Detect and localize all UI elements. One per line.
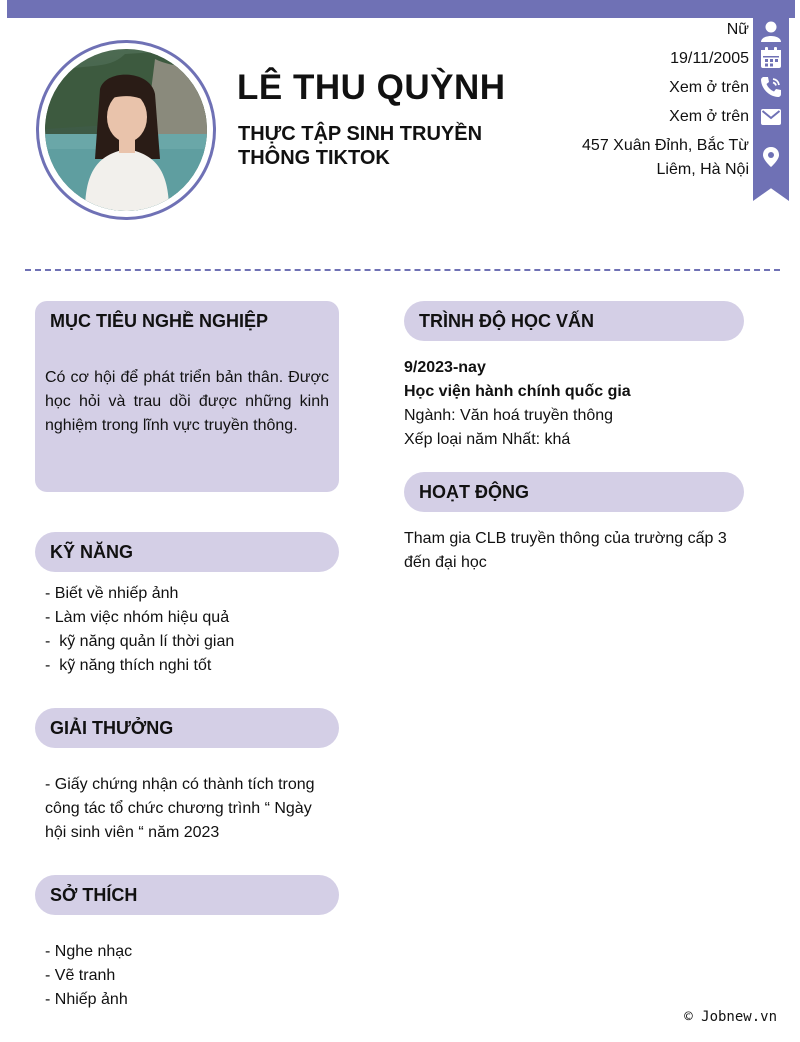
list-item: - Vẽ tranh (45, 967, 116, 984)
list-item: - Nhiếp ảnh (45, 991, 128, 1008)
education-major: Ngành: Văn hoá truyền thông (404, 407, 614, 424)
phone-value: Xem ở trên (669, 79, 749, 96)
avatar-frame (36, 40, 216, 220)
list-item: - Làm việc nhóm hiệu quả (45, 609, 230, 626)
education-rank: Xếp loại năm Nhất: khá (404, 431, 571, 448)
activities-heading: HOẠT ĐỘNG (404, 472, 744, 512)
address-value: 457 Xuân Đỉnh, Bắc Từ Liêm, Hà Nội (582, 137, 749, 178)
awards-heading: GIẢI THƯỞNG (35, 708, 339, 748)
skills-list (45, 582, 234, 678)
list-item: - kỹ năng thích nghi tốt (45, 657, 212, 674)
list-item: - Nghe nhạc (45, 943, 133, 960)
top-accent-bar (7, 0, 795, 18)
candidate-name: LÊ THU QUỲNH (237, 68, 506, 107)
education-period: 9/2023-nay (404, 359, 486, 376)
avatar (45, 49, 207, 211)
education-heading: TRÌNH ĐỘ HỌC VẤN (404, 301, 744, 341)
hobbies-list (45, 940, 132, 1012)
contact-icon-ribbon (753, 18, 789, 201)
hobbies-heading: SỞ THÍCH (35, 875, 339, 915)
career-goal-section (35, 301, 339, 492)
list-item: - Biết về nhiếp ảnh (45, 585, 179, 602)
career-goal-heading: MỤC TIÊU NGHỀ NGHIỆP (50, 311, 269, 331)
email-value: Xem ở trên (669, 108, 749, 125)
activities-text: Tham gia CLB truyền thông của trường cấp 3 đến đại học (404, 530, 727, 571)
list-item: - kỹ năng quản lí thời gian (45, 633, 235, 650)
phone-icon (760, 76, 782, 98)
education-details (404, 356, 744, 452)
skills-heading: KỸ NĂNG (35, 532, 339, 572)
location-pin-icon (760, 146, 782, 168)
education-school: Học viện hành chính quốc gia (404, 383, 631, 400)
email-icon (760, 106, 782, 128)
gender-value: Nữ (726, 21, 749, 38)
calendar-icon (760, 47, 782, 69)
footer-credit: © Jobnew.vn (684, 1009, 777, 1025)
header-divider (25, 269, 780, 271)
job-title: THỰC TẬP SINH TRUYỀN THÔNG TIKTOK (238, 123, 483, 169)
birthday-value: 19/11/2005 (670, 50, 749, 67)
awards-text: - Giấy chứng nhận có thành tích trong công tác tổ chức chương trình “ Ngày hội sinh viên “ năm 2023 (45, 776, 315, 841)
user-icon (760, 20, 782, 42)
career-goal-text: Có cơ hội để phát triển bản thân. Được học hỏi và trau dồi được những kinh nghiệm trong lĩnh vực truyền thông. (45, 369, 329, 434)
